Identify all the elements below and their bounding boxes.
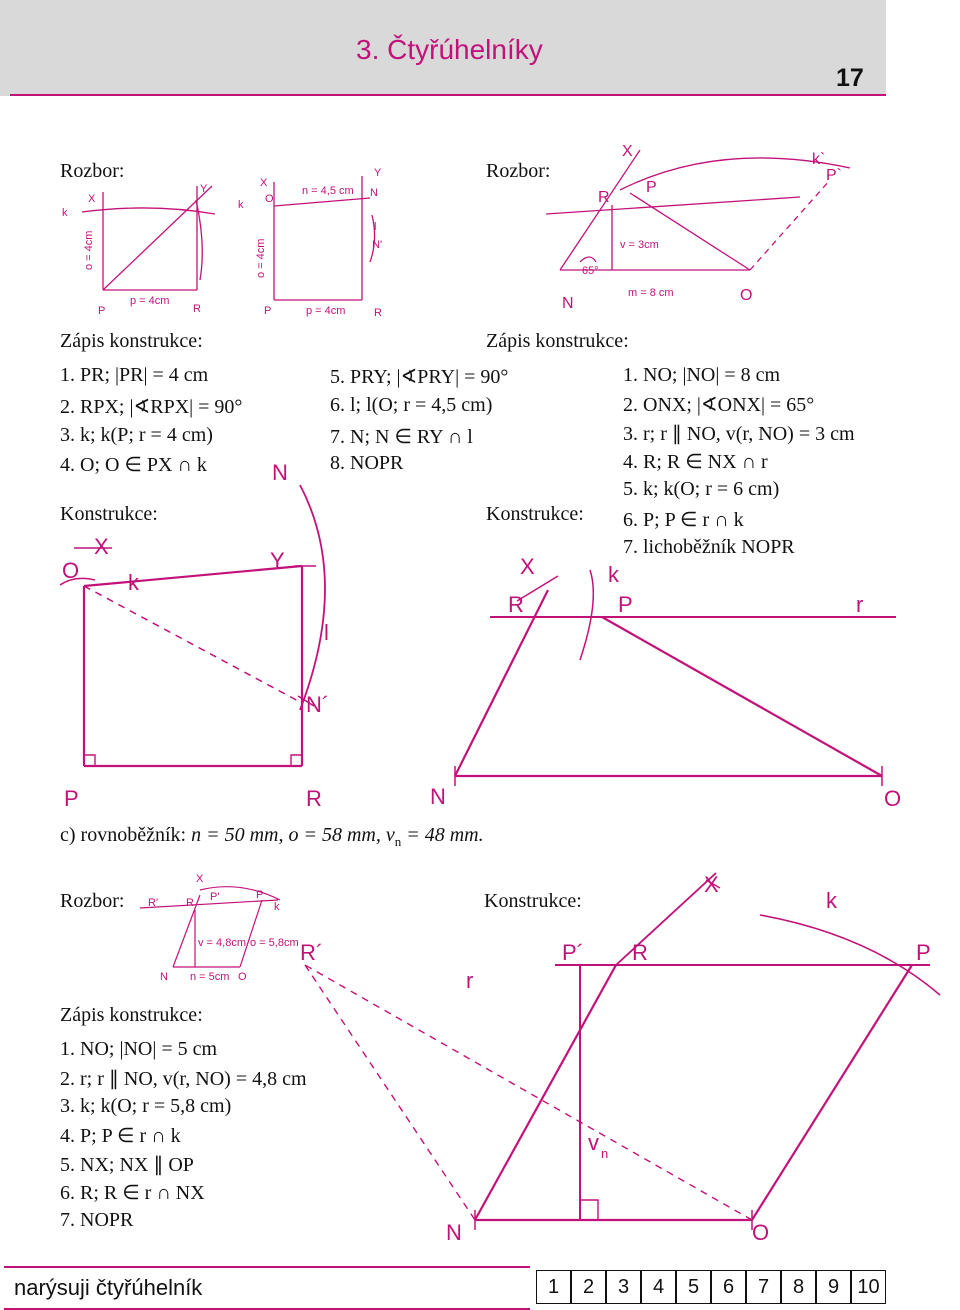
label-a-O: O [62,558,80,583]
step-c-7: 7. NOPR [60,1209,134,1231]
label-c-X: X [704,872,719,897]
label-c-P: P [916,940,931,965]
label-b-sketch-O: O [740,287,753,304]
label-c-sketch-Pprime: P' [210,891,220,903]
label-b-N: N [430,784,446,809]
label-c-vn-sub: n [601,1146,609,1161]
label-b-sketch-N: N [562,295,574,312]
label-a-X: X [94,534,109,559]
label-a2-R: R [374,307,382,319]
label-a1-Y: Y [200,183,208,195]
label-c-Pprime: P´ [562,940,584,965]
label-a-l: l [324,620,329,645]
step-a-5: 5. PRY; |∢PRY| = 90° [330,366,509,388]
label-b-sketch-Pprime: P` [826,167,842,184]
label-b-sketch-R: R [598,189,610,206]
label-a-R: R [306,786,322,811]
step-c-1: 1. NO; |NO| = 5 cm [60,1038,218,1060]
label-b-r: r [856,592,864,617]
label-c-O: O [752,1220,770,1245]
rozbor-label-b: Rozbor: [486,160,551,182]
zapis-label-a: Zápis konstrukce: [60,330,203,352]
label-a2-k: k [238,199,244,211]
label-c-sketch-Rprime: R' [148,897,159,909]
step-a-4: 4. O; O ∈ PX ∩ k [60,454,207,476]
rozbor-label-a: Rozbor: [60,160,125,182]
zapis-label-b: Zápis konstrukce: [486,330,629,352]
label-c-R: R [632,940,648,965]
label-a2-O: O [265,193,274,205]
step-b-7: 7. lichoběžník NOPR [623,536,795,558]
score-box-4[interactable]: 4 [641,1270,676,1304]
step-c-2: 2. r; r ∥ NO, v(r, NO) = 4,8 cm [60,1068,307,1090]
label-a1-X: X [88,193,96,205]
label-a-Nprime: N´ [306,692,330,717]
score-box-10[interactable]: 10 [851,1270,886,1304]
label-a2-Y: Y [374,167,382,179]
score-box-3[interactable]: 3 [606,1270,641,1304]
label-b-sketch-kprime: k` [812,151,826,168]
label-c-k: k [826,888,837,913]
label-b-P: P [618,592,633,617]
label-a1-p: p = 4cm [130,295,170,307]
konstrukce-label-c: Konstrukce: [484,890,582,912]
construction-c [305,873,940,1230]
score-box-2[interactable]: 2 [571,1270,606,1304]
label-c-sketch-O: O [238,971,247,983]
label-b-k: k [608,562,619,587]
label-a2-p: p = 4cm [306,305,346,317]
label-b-X: X [520,554,535,579]
label-b-sketch-v: v = 3cm [620,239,659,251]
label-c-r: r [466,968,474,993]
label-a2-X: X [260,177,268,189]
label-c-sketch-N: N [160,971,168,983]
label-a-Y: Y [270,548,285,573]
step-a-3: 3. k; k(P; r = 4 cm) [60,424,213,446]
score-box-1[interactable]: 1 [536,1270,571,1304]
label-c-vn: v [588,1130,599,1155]
step-a-8: 8. NOPR [330,452,404,474]
label-c-sketch-o: o = 5,8cm [250,937,299,949]
step-b-3: 3. r; r ∥ NO, v(r, NO) = 3 cm [623,423,855,445]
step-b-4: 4. R; R ∈ NX ∩ r [623,451,768,473]
score-box-6[interactable]: 6 [711,1270,746,1304]
label-a2-Nprime: N' [372,239,383,251]
label-a-k: k [128,570,139,595]
konstrukce-label-b: Konstrukce: [486,503,584,525]
step-c-3: 3. k; k(O; r = 5,8 cm) [60,1095,232,1117]
chapter-title: 3. Čtyřúhelníky [356,34,543,65]
label-c-sketch-v: v = 4,8cm [198,937,246,949]
score-box-7[interactable]: 7 [746,1270,781,1304]
footer-task-label: narýsuji čtyřúhelník [14,1275,203,1300]
construction-a [60,485,325,766]
step-b-1: 1. NO; |NO| = 8 cm [623,364,781,386]
step-b-6: 6. P; P ∈ r ∩ k [623,509,744,531]
label-c-sketch-k: k [274,901,280,913]
score-box-5[interactable]: 5 [676,1270,711,1304]
label-b-sketch-X: X [622,143,633,160]
label-a1-R: R [193,303,201,315]
label-a2-o: o = 4cm [255,238,267,278]
sketch-a1 [82,186,215,290]
label-b-R: R [508,592,524,617]
label-a2-N: N [370,187,378,199]
label-a1-k: k [62,207,68,219]
label-a-N: N [272,460,288,485]
label-b-sketch-angle: 65° [582,265,599,277]
label-a2-l: l [374,221,377,233]
label-c-N: N [446,1220,462,1245]
sketch-b [546,150,850,270]
label-c-sketch-n: n = 5cm [190,971,230,983]
step-c-4: 4. P; P ∈ r ∩ k [60,1125,181,1147]
label-c-sketch-R: R [186,897,194,909]
step-b-5: 5. k; k(O; r = 6 cm) [623,478,780,500]
score-box-9[interactable]: 9 [816,1270,851,1304]
step-a-7: 7. N; N ∈ RY ∩ l [330,426,473,448]
score-box-8[interactable]: 8 [781,1270,816,1304]
label-a2-n: n = 4,5 cm [302,185,354,197]
label-b-sketch-m: m = 8 cm [628,287,674,299]
rozbor-label-c: Rozbor: [60,890,125,912]
task-c-heading: c) rovnoběžník: n = 50 mm, o = 58 mm, $v_n = 48$ mm. [60,824,484,849]
label-c-sketch-X: X [196,873,204,885]
label-b-sketch-P: P [646,179,657,196]
label-a-P: P [64,786,79,811]
konstrukce-label-a: Konstrukce: [60,503,158,525]
label-a2-P: P [264,305,272,317]
zapis-label-c: Zápis konstrukce: [60,1004,203,1026]
label-b-O: O [884,786,902,811]
page-number: 17 [836,64,864,92]
step-a-1: 1. PR; |PR| = 4 cm [60,364,209,386]
step-a-6: 6. l; l(O; r = 4,5 cm) [330,394,493,416]
step-c-6: 6. R; R ∈ r ∩ NX [60,1182,205,1204]
step-c-5: 5. NX; NX ∥ OP [60,1154,194,1176]
step-a-2: 2. RPX; |∢RPX| = 90° [60,396,243,418]
label-c-sketch-P: P [256,889,264,901]
step-b-2: 2. ONX; |∢ONX| = 65° [623,394,815,416]
label-a1-P: P [98,305,106,317]
label-a1-o: o = 4cm [83,230,95,270]
label-c-Rprime: R´ [300,940,324,965]
